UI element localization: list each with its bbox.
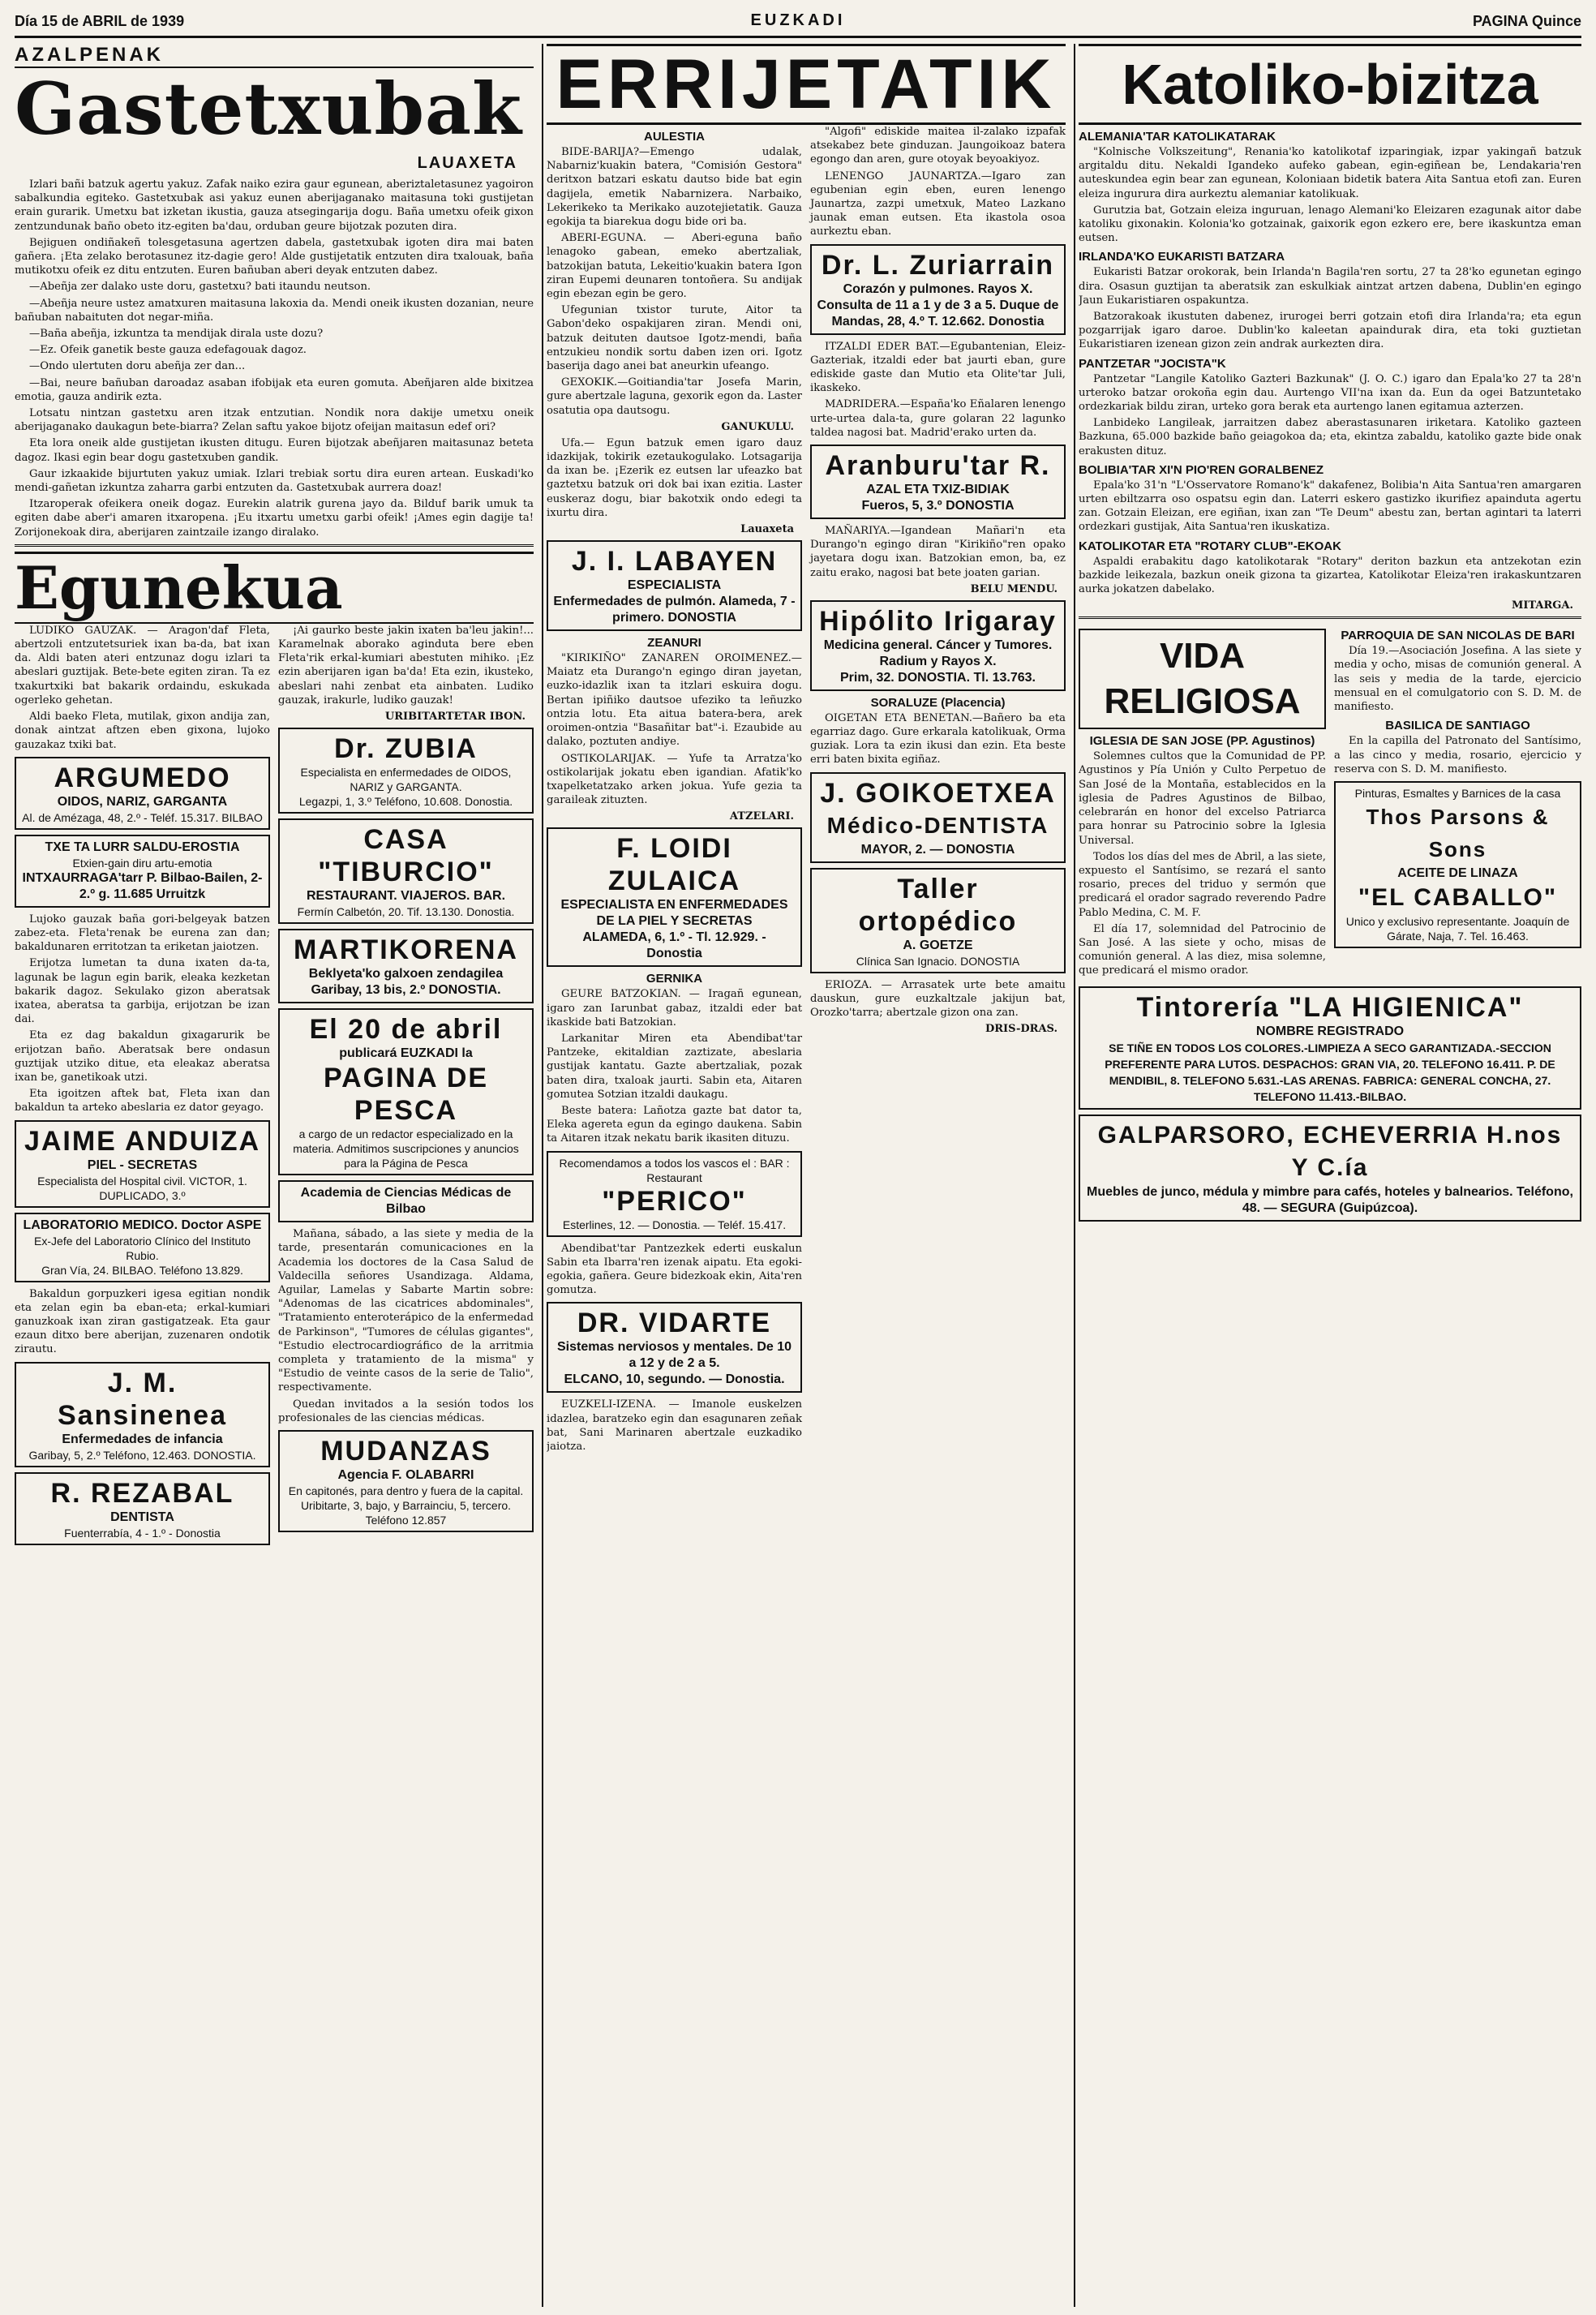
- ad-text: Unico y exclusivo representante. Joaquín de Gárate, Naja, 7. Tel. 16.463.: [1345, 914, 1570, 943]
- article-body-gastetxubak: [15, 178, 534, 539]
- paragraph: Solemnes cultos que la Comunidad de PP. Agustinos y Pía Unión y Culto Perpetuo de San José de la Montaña, establecidos en la iglesia de Padres Agustinos de Bilbao, celebrarán en honor del excelso Patriarca para honrar su Patrocinio sobre la Iglesia Universal.: [1079, 750, 1326, 847]
- ad-text: Fueros, 5, 3.º DONOSTIA: [861, 499, 1015, 513]
- paragraph: Gaur izkaakide bijurtuten yakuz umiak. Izlari trebiak sortu dira euren artean. Euskadi'ko mendi-gañetan izkuntza zaharra garbi entzuten da. Gastetxubak aurrera doaz!: [15, 467, 534, 495]
- ad-text: Muebles de junco, médula y mimbre para cafés, hoteles y balnearios. Teléfono, 48. — SEGURA (Guipúzcoa).: [1087, 1184, 1573, 1215]
- article-title-gastetxubak: Gastetxubak: [15, 67, 522, 151]
- page-header: [15, 8, 1581, 38]
- ad-name: Dr. ZUBIA: [334, 733, 478, 765]
- section-title-egunekua: Egunekua: [15, 552, 534, 624]
- paragraph: —Ez. Ofeik ganetik beste gauza edefagouak dagoz.: [29, 344, 307, 357]
- ad-text: SE TIÑE EN TODOS LOS COLORES.-LIMPIEZA A SECO GARANTIZADA.-SECCION PREFERENTE PARA LUTOS. DESPACHOS: GRAN VIA, 20. TELEFONO 16.411. P. DE MENDIBIL, 8. TELEFONO 5.631.-LAS ARENAS. FABRICA: GENERAL CONCHA, 27. TELEFONO 11.413.-BILBAO.: [1105, 1041, 1555, 1103]
- paragraph: "Algofi" ediskide maitea il-zalako izpafak atsekabez bete ginduzan. Jaungoikoaz batera egongo dan aren, gure otoyak beyoakiyoz.: [810, 126, 1066, 166]
- paragraph: LUDIKO GAUZAK. — Aragon'daf Fleta, abertzoli entzutetsuriek ixan ba-da, bat ixan da. Aldi baten ateri entzunaz dogu izlari ta abeslari guztijak. Bete-bete egiten ziran. Ta ez txakurtxiki bat bakarik ordaindu, eskukada ogerleko gehetan.: [15, 624, 270, 707]
- paragraph: —Baña abeñja, izkuntza ta mendijak dirala uste dozu?: [29, 328, 324, 341]
- article-byline: LAUAXETA: [417, 154, 517, 172]
- column-left: [15, 44, 543, 2307]
- town-heading-zeanuri: ZEANURI: [647, 636, 701, 651]
- paragraph: Ufa.— Egun batzuk emen igaro dauz idazkijak, tokirik ezetaukogulako. Lotsagarija da ixan be. ¡Ezerik ez eutsen lar ufeazko bat gaztetxu batzuk ori dok bai ixan ezitia. Laster euskeraz dogu, biar bakotxik ondo edegi ta ixurtu dira.: [547, 436, 802, 519]
- ufaa-text: [547, 436, 802, 520]
- ad-text: Esterlines, 12. — Donostia. — Teléf. 15.417.: [562, 1218, 787, 1231]
- mañaria-text: [810, 524, 1066, 580]
- ad-subtitle: Enfermedades de infancia: [62, 1432, 223, 1446]
- ad-name: JAIME ANDUIZA: [24, 1125, 261, 1157]
- ad-subtitle: publicará EUZKADI la: [339, 1046, 473, 1061]
- paragraph: BIDE-BARIJA?—Emengo udalak, Nabarniz'kuakin batera, "Comisión Gestora" deritxon batzari eskatu dautso bide bat egin dagijela, emetik Nabarnizera. Narbaiko, Lekerikeko ta Merikako auzotejietatik. Gauza egokija ta biarekua dogu bide ori ba.: [547, 146, 802, 229]
- section-title-katoliko-bizitza: Katoliko-bizitza: [1079, 44, 1581, 125]
- paragraph: Aspaldi erabakitu dago katolikotarak "Rotary" deriton bazkun eta antzekotan ezin bazkide leikezala, bazkun oneik gizona ta gizartea, Katolikotar Eleiza'ren irakaskuntzaren aurka jokatzen dabelako.: [1079, 555, 1581, 596]
- ad-subtitle: Especialista en enfermedades de OIDOS, NARIZ y GARGANTA.: [300, 766, 512, 794]
- ad-subtitle: Médico-DENTISTA: [826, 812, 1049, 838]
- ad-name: R. REZABAL: [50, 1477, 234, 1509]
- ad-subtitle: NOMBRE REGISTRADO: [1255, 1024, 1405, 1038]
- signature: GANUKULU.: [721, 420, 794, 433]
- header-paper-name: EUZKADI: [750, 11, 846, 29]
- errijetatik-columns: [547, 125, 1066, 1457]
- ad-name: Thos Parsons & Sons: [1366, 804, 1550, 861]
- ad-taller-ortopedico: [810, 868, 1066, 973]
- ad-perico: [547, 1151, 802, 1237]
- euzkeli-text: [547, 1398, 802, 1454]
- ad-text: Fuenterrabía, 4 - 1.º - Donostia: [64, 1526, 221, 1540]
- ad-jaime-anduiza: [15, 1120, 270, 1208]
- subheading-alemania: ALEMANIA'TAR KATOLIKATARAK: [1079, 130, 1276, 144]
- ad-pagina-de-pesca: [278, 1008, 534, 1175]
- paragraph: GEURE BATZOKIAN. — Iragañ egunean, igaro zan Iarunbat gabaz, itzaldi eder bat ikaskide bati Batzokian.: [547, 988, 802, 1029]
- ad-etxe-lurr: [15, 835, 270, 908]
- header-date: Día 15 de ABRIL de 1939: [15, 13, 185, 29]
- ad-name: "PERICO": [602, 1185, 747, 1217]
- ad-name: Academia de Ciencias Médicas de Bilbao: [300, 1186, 512, 1217]
- ad-subtitle: ESPECIALISTA: [627, 578, 722, 593]
- paragraph: —Bai, neure bañuban daroadaz asaban ifobijak eta euren gomuta. Abeñjaren alde bixitzea emotia, gauza andirik ezta.: [15, 376, 534, 403]
- vida-left: [1079, 624, 1326, 981]
- paragraph: "KIRIKIÑO" ZANAREN OROIMENEZ.—Maiatz eta Durango'n egingo diran jayetan, euzko-idazlik ixan ta itzlari eskuira dogu. Bertan ipiñiko dautsoe ufeziko ta leñuzko ontzia lotu. Eta aitua batera-bera, arek oroimen-ontzia "Basañitar bat"-i. Ezaubide au dalako, poztuten andiye.: [547, 652, 802, 749]
- ad-text: Al. de Amézaga, 48, 2.º - Teléf. 15.317. BILBAO: [22, 810, 263, 824]
- ad-galparsoro: [1079, 1115, 1581, 1222]
- ad-name: TXE TA LURR SALDU-EROSTIA: [45, 840, 240, 854]
- paragraph: Día 19.—Asociación Josefina. A las siete y media y ocho, misas de comunión general. A las seis y media de la tarde, ejercicio mensual en el comulgatorio con S. D. M. de manifiesto.: [1334, 645, 1581, 714]
- paragraph: Bakaldun gorpuzkeri igesa egitian nondik eta zelan egin ba eban-eta; erkal-kumiari ganuzkoak ixan ziran gastigatzeak. Eta gaur ezaun ditxo bere aberijan, zuzenaren ondotik zirautu.: [15, 1287, 270, 1356]
- signature: URIBITARTETAR IBON.: [384, 711, 526, 724]
- gernika-text: [547, 987, 802, 1145]
- paragraph: Izlari bañi batzuk agertu yakuz. Zafak naiko ezira gaur egunean, aberiztaletasunez yagoiron sabalkundia egiteko. Gastetxubak asi yakuz eunen aberijaganako maitasuna toki gustijetan erain gurarik. Umetxu bat izketan ikustia, gauza atsegingarija dogu. Baña umetxu ofeik gixon zentzundunak baño obeto itz-egiten ba'dau, orduban geure bijotzak pozuten dira.: [15, 178, 534, 233]
- ad-text: ALAMEDA, 6, 1.º - Tl. 12.929. - Donostia: [582, 930, 766, 961]
- paragraph: —Abeñja zer dalako uste doru, gastetxu? bati itaundu neutson.: [29, 281, 371, 294]
- paragraph: Epala'ko 31'n "L'Osservatore Romano'k" dakafenez, Bolibia'n Aita Santua'ren amargaren urten ebiltzarra oso ospatsu egin dan. Laterri eskero gastizko ikurifiez apainduta agertu zan. Gotzain Eleizan, ere egiñan, ixan zan "Te Deum" abestu zan, bertan agintari ta laterri ordezkari gustijak, Aita Santua'ren ikuskatiza.: [1079, 479, 1581, 534]
- ad-subtitle: ACEITE DE LINAZA: [1397, 865, 1518, 880]
- paragraph: Lotsatu nintzan gastetxu aren itzak entzutian. Nondik nora dakije umetxu oneik aberijaganako daukagun bete-biarra? Zelan saftu yakoe bijotz ofeijan maitasun edef ori?: [15, 407, 534, 434]
- vida-text: [1079, 749, 1326, 977]
- algorti-text: [810, 125, 1066, 239]
- ad-name: F. LOIDI ZULAICA: [607, 833, 741, 897]
- vida-religiosa-columns: [1079, 624, 1581, 981]
- errijetatik-left: [547, 125, 802, 1457]
- ad-argumedo: [15, 757, 270, 830]
- signature: BELU MENDU.: [970, 582, 1058, 595]
- ad-text: Consulta de 11 a 1 y de 3 a 5. Duque de Mandas, 28, 4.º T. 12.662. Donostia: [817, 298, 1059, 329]
- ad-name: Tintorería "LA HIGIENICA": [1136, 991, 1524, 1023]
- ad-brand: "EL CABALLO": [1358, 883, 1558, 911]
- paragraph: MADRIDERA.—España'ko Eñalaren lenengo urte-urtea dala-ta, gure golaran 22 lagunko taldea nagosi bat. Madrid'erako urten da.: [810, 398, 1066, 439]
- ad-subtitle: Ex-Jefe del Laboratorio Clínico del Instituto Rubio.: [34, 1234, 251, 1262]
- ad-aranburu: [810, 445, 1066, 519]
- column-center: [547, 44, 1075, 2307]
- ad-text: Gran Vía, 24. BILBAO. Teléfono 13.829.: [41, 1263, 243, 1277]
- ad-subtitle: Recomendamos a todos los vascos el : BAR : Restaurant: [559, 1156, 790, 1184]
- ad-name: Aranburu'tar R.: [825, 450, 1051, 482]
- paragraph: Eta lora oneik alde gustijetan ikusten ditugu. Euren bijotzak abeñjaren maitasunaz beteta dagoz. Ikasi egin bear dogu gastetxuben gandik.: [15, 437, 534, 464]
- ad-academia: [278, 1180, 534, 1222]
- ad-text: ELCANO, 10, segundo. — Donostia.: [564, 1372, 785, 1387]
- egunekua-text: [15, 913, 270, 1115]
- tiburcio-column-text: [278, 624, 534, 707]
- ad-name: J. GOIKOETXEA: [820, 777, 1056, 809]
- ad-casa-tiburcio: [278, 818, 534, 924]
- paragraph: Lanbideko Langileak, jarraitzen dabez aberastasunaren iriketara. Katoliko gazteen Bazkuna, 65.000 bazkide baño geiagokoa da; eta, ekintza zabaldu, katoliko gazte bide onak erakusten dituz.: [1079, 417, 1581, 457]
- paragraph: EUZKELI-IZENA. — Imanole euskelzen idazlea, baratzeko egin dan esagunaren zeñak bat, Sani Marinaren abertzale euzkadiko jaiotza.: [547, 1398, 802, 1453]
- ad-text: Clínica San Ignacio. DONOSTIA: [856, 954, 1020, 968]
- ad-text: MAYOR, 2. — DONOSTIA: [860, 842, 1015, 857]
- ad-subtitle: Corazón y pulmones. Rayos X.: [843, 281, 1033, 296]
- header-page-number: PAGINA Quince: [1472, 13, 1581, 29]
- signature: ATZELARI.: [729, 810, 794, 823]
- paragraph: Gurutzia bat, Gotzain eleiza inguruan, lenago Alemani'ko Eleizaren ezagunak aitor dabe katoliku gixonakin. Kolonia'ko gotzainak, gaixorik egon ezkero ere, bere ikaskuntza eman eutsen.: [1079, 204, 1581, 245]
- paragraph: Erijotza lumetan ta duna ixaten da-ta, lagunak be lagun egin barik, eleaka kezketan bakarik dagoz. Sekulako gizon aberatsak ixatea, aberatsa ta garbija, erijotzan be izan dai.: [15, 957, 270, 1026]
- ad-date: El 20 de abril: [309, 1014, 503, 1046]
- paragraph: Batzorakoak ikustuten dabenez, irurogei berri gotzain etofi dira Irlanda'ra; eta egun pozgarrijak igaro daroe. Dublin'ko kaleetan apaindurak dira, eta toki guztietan Eukaristiaren izenean gizon zein andrak aurkezten dira.: [1079, 311, 1581, 351]
- paragraph: Eta ez dag bakaldun gixagarurik be erijotzan baño. Aberatsak bere ondasun guztijak utziko ditue, eta eleakaz aberatsa ixan be, ganetikoak utzi.: [15, 1029, 270, 1084]
- ad-subtitle: Sistemas nerviosos y mentales. De 10 a 12 y de 2 a 5.: [556, 1340, 792, 1371]
- paragraph: Pantzetar "Langile Katoliko Gazteri Bazkunak" (J. O. C.) igaro dan Epala'ko 27 ta 28'n urteroko batzar orokoña egin dau. Aurtengo VII'na ixan da. Eun da ogei Batzuntetako ordezkariak bildu ziran, urteko gora berak eta aurtengo lanen egitamua azterzen.: [1079, 372, 1581, 414]
- ad-text: En capitonés, para dentro y fuera de la capital. Uribitarte, 3, bajo, y Barrainciu, 5, tercero. Teléfono 12.857: [288, 1484, 524, 1527]
- egunekua-right: [278, 624, 534, 1550]
- bolibia-text: [1079, 479, 1581, 535]
- ad-text: Especialista del Hospital civil. VICTOR, 1. DUPLICADO, 3.º: [37, 1174, 247, 1202]
- ad-text: Garibay, 13 bis, 2.º DONOSTIA.: [311, 983, 501, 998]
- vida-religiosa-banner: [1079, 629, 1326, 729]
- ad-sansinenea: [15, 1362, 270, 1467]
- pantzetar-text: [1079, 372, 1581, 458]
- paragraph: Itzaroperak ofeikera oneik dogaz. Eurekin alatrik gurena jayo da. Bilduf barik umuk ta egiten dabe aber'i amaren itxaropena. ¡Eu itxartu umetxu garbi ofeik! ¡Ames egin dagije ta! Zorijonekoak dira, aberijaren zaintzaile izango diralako.: [15, 498, 534, 539]
- ad-goikoetxea: [810, 772, 1066, 863]
- paragraph: LENENGO JAUNARTZA.—Igaro zan egubenian egin eben, euren lenengo Jaunartza, zazpi umetxuk, Mateo Lazkano jaunak eman eutsen. Eta ikastola osoa aurkeztu eban.: [810, 170, 1066, 238]
- ad-text: INTXAURRAGA'tarr P. Bilbao-Bailen, 2-2.º g. 11.685 Urruitzk: [22, 870, 263, 901]
- ad-name: LABORATORIO MEDICO. Doctor ASPE: [23, 1218, 262, 1232]
- column-right: [1079, 44, 1581, 2307]
- divider: [15, 544, 534, 547]
- signature: Lauaxeta: [740, 523, 794, 536]
- side-text: [15, 1287, 270, 1357]
- subheading-san-nicolas: PARROQUIA DE SAN NICOLAS DE BARI: [1341, 629, 1575, 643]
- aulestia-text: [547, 145, 802, 418]
- subheading-san-jose: IGLESIA DE SAN JOSE (PP. Agustinos): [1089, 734, 1315, 749]
- subheading-irlanda: IRLANDA'KO EUKARISTI BATZARA: [1079, 250, 1285, 264]
- ad-parsons: [1334, 781, 1581, 948]
- vida-text: [1334, 644, 1581, 714]
- ad-subtitle: ESPECIALISTA EN ENFERMEDADES DE LA PIEL Y SECRETAS: [560, 898, 788, 929]
- abendibat-text: [547, 1242, 802, 1298]
- academia-text: [278, 1227, 534, 1425]
- section-kicker: AZALPENAK: [15, 44, 534, 68]
- ad-name: J. M. Sansinenea: [58, 1367, 227, 1431]
- paragraph: Abendibat'tar Pantzezkek ederti euskalun Sabin eta Ibarra'ren izenak aipatu. Eta egoki-egokia, gañera. Geure bidezkoak ekin, Aita'ren gomutza.: [547, 1242, 802, 1297]
- subheading-pantzetar: PANTZETAR "JOCISTA"K: [1079, 356, 1226, 371]
- ad-subtitle: RESTAURANT. VIAJEROS. BAR.: [306, 889, 506, 904]
- signature: DRIS-DRAS.: [985, 1023, 1058, 1036]
- paragraph: —Abeñja neure ustez amatxuren maitasuna lakoxia da. Mendi oneik ikusten dozanian, neure bañuban nabaituten dot negar-miña.: [15, 297, 534, 324]
- paragraph: ABERI-EGUNA. — Aberi-eguna baño lenagoko gabean, emeko abertzaliak, batzokijan batuta, Lekeitio'kuakin batera Igon ziran Eupemi deunaren tontoñera. Su andijak egin ebezan egin be gero.: [547, 232, 802, 301]
- ad-name: GALPARSORO, ECHEVERRIA H.nos Y C.ía: [1097, 1121, 1563, 1181]
- ad-text: Enfermedades de pulmón. Alameda, 7 - primero. DONOSTIA: [553, 595, 796, 625]
- ad-name: Taller ortopédico: [858, 873, 1018, 937]
- ad-name: J. I. LABAYEN: [571, 546, 778, 578]
- subheading-bolibia: BOLIBIA'TAR XI'N PIO'REN GORALBENEZ: [1079, 462, 1324, 477]
- ad-name: MARTIKORENA: [294, 934, 518, 966]
- ad-zuriarrain: [810, 244, 1066, 335]
- paragraph: Ufegunian txistor turute, Aitor ta Gabon'deko ospakijaren ziran. Mendi oni, batzuk deituten dautsoe Igotz-mendi, baña entzukieu nondik sortu daben izen ori. Igotz baserija dago anei bat aneurkin ufeango.: [547, 304, 802, 373]
- ad-la-higienica: [1079, 986, 1581, 1110]
- section-title-vida-religiosa: VIDA RELIGIOSA: [1104, 636, 1301, 722]
- ad-text: Prim, 32. DONOSTIA. Tl. 13.763.: [840, 670, 1036, 685]
- ad-name: Hipólito Irigaray: [819, 605, 1057, 637]
- ad-name: PAGINA DE PESCA: [323, 1063, 489, 1127]
- vida-text: [1334, 734, 1581, 776]
- ad-zubia: [278, 728, 534, 814]
- paragraph: ITZALDI EDER BAT.—Egubantenian, Eleiz-Gazteriak, itzaldi eder bat jaurti eban, gure ediskide gaste dan Mutio eta Olite'tar Juli, ikaskeko.: [810, 340, 1066, 395]
- ad-subtitle: AZAL ETA TXIZ-BIDIAK: [866, 483, 1010, 497]
- ad-labayen: [547, 540, 802, 631]
- paragraph: Bejiguen ondiñakeñ tolesgetasuna agertzen dabela, gastetxubak igoten dira mai baten gañera. ¡Eta zelako berotasunez itz-dagie gero! Alde gustijetatik entzuten dira txalouak, baña mutikotxu ofeik ez ditu entzuten. Euren bañuban aberi deyak entzuten dabez.: [15, 236, 534, 277]
- ad-subtitle: Medicina general. Cáncer y Tumores. Radium y Rayos X.: [823, 638, 1053, 668]
- subheading-santiago: BASILICA DE SANTIAGO: [1385, 719, 1530, 733]
- ad-name: Dr. L. Zuriarrain: [821, 249, 1055, 281]
- ad-text: Fermín Calbetón, 20. Tif. 13.130. Donostia.: [297, 905, 515, 919]
- paragraph: Larkanitar Miren eta Abendibat'tar Pantzeke, ekitaldian zaztizate, abeslaria gustijak kantatu. Gazte abertzaliak, pozak baten dira, txaloak jaurti. Sabin eta, Aitaren gomutea Sotzian itzaldi daukagu.: [547, 1032, 802, 1101]
- ad-subtitle: Etxien-gain diru artu-emotia: [72, 856, 212, 870]
- soraluze-text: [810, 711, 1066, 767]
- town-heading-soraluze: SORALUZE (Placencia): [870, 695, 1006, 710]
- ad-subtitle: Beklyeta'ko galxoen zendagilea: [308, 967, 504, 981]
- rotary-text: [1079, 555, 1581, 597]
- ad-name: ARGUMEDO: [54, 762, 231, 793]
- ad-laboratorio: [15, 1213, 270, 1282]
- ad-subtitle: PIEL - SECRETAS: [87, 1158, 198, 1172]
- ad-name: CASA "TIBURCIO": [318, 824, 494, 888]
- ad-loidi-zulaica: [547, 827, 802, 967]
- egunekua-left: [15, 624, 270, 1550]
- paragraph: —Ondo ulertuten doru abeñja zer dan...: [29, 360, 246, 373]
- ad-name: DR. VIDARTE: [577, 1308, 772, 1339]
- ad-vidarte: [547, 1302, 802, 1393]
- ad-subtitle: DENTISTA: [110, 1510, 174, 1524]
- paragraph: ¡Ai gaurko beste jakin ixaten ba'leu jakin!... Karamelnak aborako aginduta bere eben Fleta'rik erkal-kumiari abestuten mihiko. ¡Ez ezin aberijaren igan ba'da! Eta ezin, ikusteko, abeslari nahi zenbat eta ainbaten. Ludiko gauzak, irakurle, ludiko gauzak!: [278, 624, 534, 707]
- ad-hipolito-irigaray: [810, 600, 1066, 691]
- ad-rezabal: [15, 1472, 270, 1545]
- eriotza-text: [810, 978, 1066, 1020]
- egunekua-text: [15, 624, 270, 752]
- paragraph: MAÑARIYA.—Igandean Mañari'n eta Durango'n egingo diran "Kirikiño"ren opako jayetara dogu ixan. Batzokian emon, ba, ez zaitu erako, nagosi bat bete joaten garian.: [810, 525, 1066, 579]
- paragraph: OIGETAN ETA BENETAN.—Bañero ba eta egarriaz dago. Gure erkarala katolikuak, Orma guziak. Lora ta ezin ikusi dan ezin. Eta beste erri baten bixita egiñaz.: [810, 711, 1066, 767]
- ad-text: a cargo de un redactor especializado en la materia. Admitimos suscripciones y anuncios para la Página de Pesca: [293, 1127, 519, 1170]
- ad-subtitle: A. GOETZE: [903, 938, 973, 952]
- ad-text: Legazpi, 1, 3.º Teléfono, 10.608. Donostia.: [298, 795, 513, 809]
- subheading-rotary: KATOLIKOTAR ETA "ROTARY CLUB"-EKOAK: [1079, 539, 1341, 553]
- egunekua-columns: [15, 624, 534, 1550]
- paragraph: "Kolnische Volkszeitung", Renania'ko katolikotaf izparingiak, izpar yakingañ batzuk argitaldu ditu. Nekaldi Igandeko aufeko gabean, egin-egiñean be, Lendakaria'ren auteskundea egin bear zan egunean, Koloniaan bidetik batera Aita Santua etofi zan. Euren eleiza ingurura dira aurkeztu alemaniar katolikuak.: [1079, 146, 1581, 200]
- paragraph: Mañana, sábado, a las siete y media de la tarde, presentarán comunicaciones en la Academia los doctores de la Casa Salud de Valdecilla señores Usandizaga. Aldama, Aguilar, Lamelas y Sabarte Martin sobre: "Adenomas de las cicatrices abdominales", "Tratamiento enteroterápico de la enfermedad de Parkinson", "Tumores de células gigantes", "Estudio electrocardiográfico de la arritmia completa y tratamiento de la misma" y "Estudio de veinte casos de la serie de Talio", respectivamente.: [278, 1228, 534, 1394]
- paragraph: Quedan invitados a la sesión todos los profesionales de las ciencias médicas.: [278, 1398, 534, 1424]
- paragraph: Aldi baeko Fleta, mutilak, gixon andija zan, donak aintzat aftzen eben gixona, lujoko gauzakaz txiki bat.: [15, 711, 270, 751]
- paragraph: Lujoko gauzak baña gori-belgeyak batzen zabez-eta. Fleta'renak be eurena zan dan; bakaldunaren erritotzan ta eriketan jaiotzen.: [15, 913, 270, 954]
- vida-right: [1334, 624, 1581, 981]
- paragraph: El día 17, solemnidad del Patrocinio de San José. A las siete y ocho, misas de comunión general. A las diez, misa solemne, que predicará el mismo orador.: [1079, 922, 1326, 977]
- town-heading-gernika: GERNIKA: [646, 972, 703, 986]
- ad-mudanzas: [278, 1430, 534, 1532]
- errijetatik-right: [810, 125, 1066, 1457]
- paragraph: Beste batera: Lañotza gazte bat dator ta, Eleka agereta egun da egingo daukena. Sabin ta Aitaren itzak nekatu barik ikasiten dituzu.: [547, 1104, 802, 1145]
- ad-martikorena: [278, 929, 534, 1003]
- ad-subtitle: OIDOS, NARIZ, GARGANTA: [57, 794, 228, 809]
- paragraph: Eukaristi Batzar orokorak, bein Irlanda'n Bagila'ren sortu, 27 ta 28'ko egunetan egingo dira. Osasun guztijan ta aberatsik zan eskulkiak aintzat artzen dabena, Dublin'en egingo Jaun Eukaristiaren ospakuntza.: [1079, 266, 1581, 307]
- paragraph: ERIOZA. — Arrasatek urte bete amaitu dauskun, gure euzkaltzale jakijun bat, Orozko'tarra; abertzale gizon ona zan.: [810, 978, 1066, 1020]
- town-heading-aulestia: AULESTIA: [644, 130, 705, 144]
- signature: MITARGA.: [1511, 599, 1573, 612]
- zeanuri-text: [547, 651, 802, 807]
- ad-subtitle: Pinturas, Esmaltes y Barnices de la casa: [1354, 786, 1561, 800]
- paragraph: OSTIKOLARIJAK. — Yufe ta Arratza'ko ostikolarijak jokatu eben igandian. Afatik'ko txapelketatzako arken jokua. Yufe gezia ta garaileak zituzten.: [547, 752, 802, 807]
- paragraph: Eta igoitzen aftek bat, Fleta ixan dan bakaldun ta arteko abeslaria ez dator geyago.: [15, 1088, 270, 1115]
- ad-subtitle: Agencia F. OLABARRI: [337, 1467, 474, 1482]
- irlanda-text: [1079, 265, 1581, 351]
- paragraph: Todos los días del mes de Abril, a las siete, expuesto el Santísimo, se rezará el santo rosario, preces del triduo y sermón que predicará el orador sagrado reverendo Padre Pablo Medina, C. M. F.: [1079, 850, 1326, 919]
- paragraph: GEXOKIK.—Goitiandia'tar Josefa Marin, gure abertzale laguna, gexorik egon da. Laster osatutia opa dautsogu.: [547, 376, 802, 417]
- ad-name: MUDANZAS: [320, 1435, 491, 1467]
- alemania-text: [1079, 145, 1581, 245]
- section-title-errijetatik: ERRIJETATIK: [547, 44, 1066, 125]
- paragraph: En la capilla del Patronato del Santísimo, a las cinco y media, rosario, ejercicio y reserva con S. D. M. manifiesto.: [1334, 735, 1581, 775]
- ad-text: Garibay, 5, 2.º Teléfono, 12.463. DONOSTIA.: [28, 1448, 256, 1462]
- divider: [1079, 616, 1581, 619]
- itzaldi-text: [810, 340, 1066, 440]
